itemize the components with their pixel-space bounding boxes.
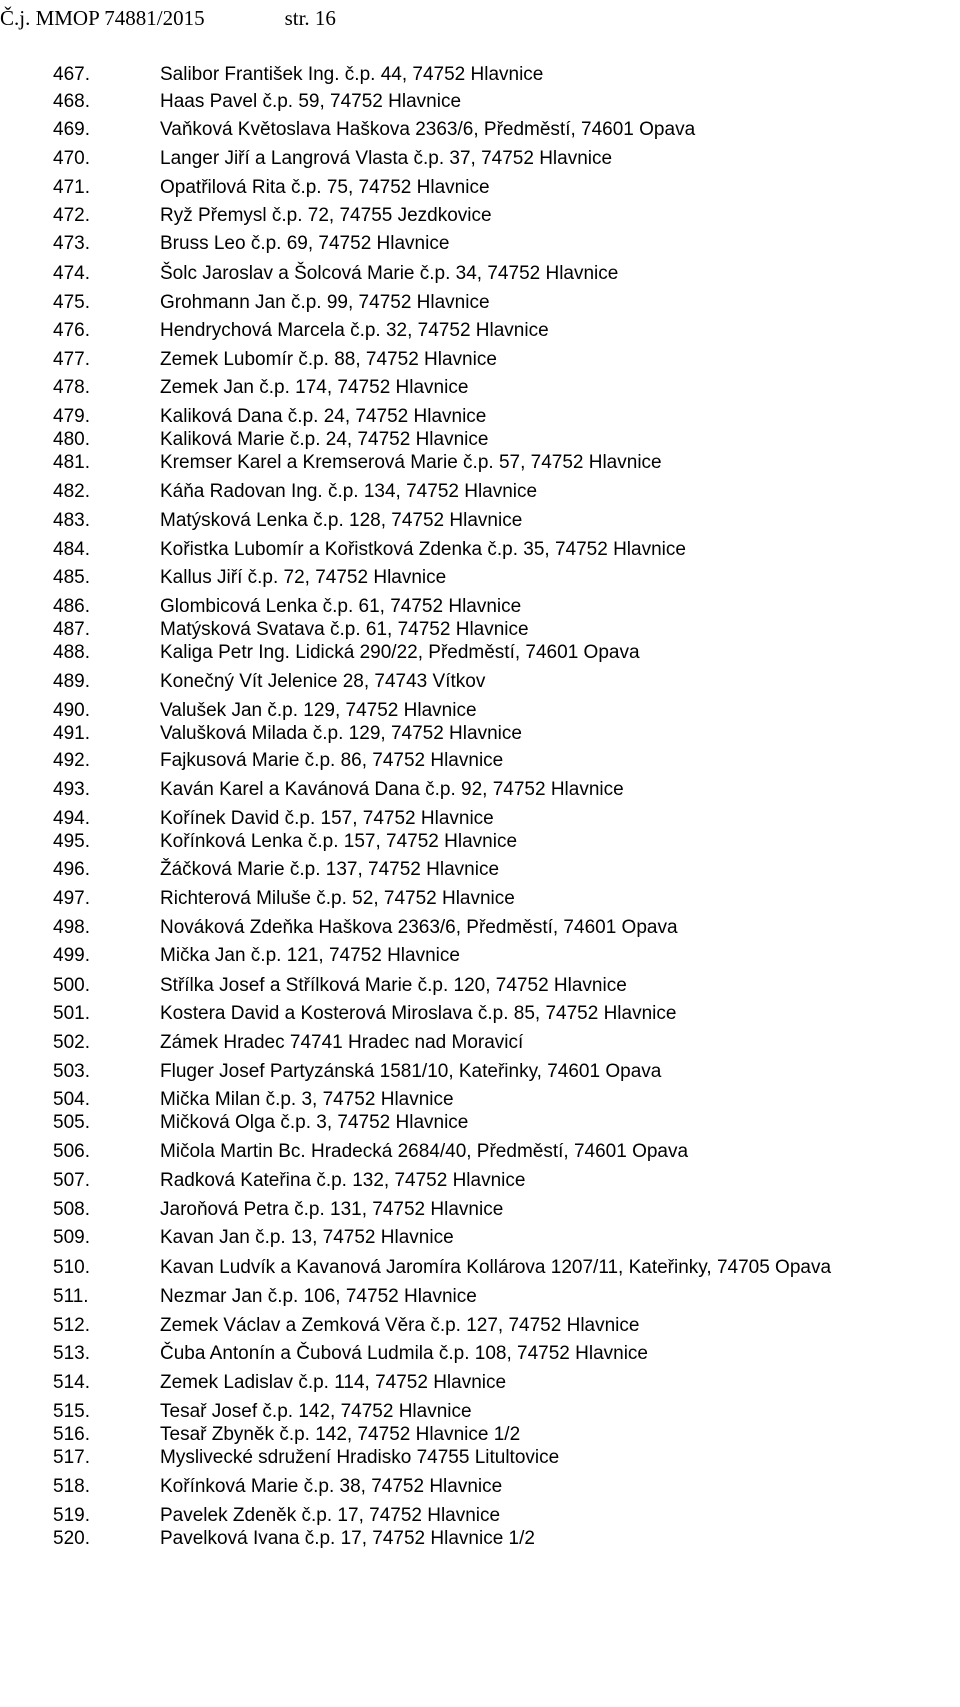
entry-text: Zámek Hradec 74741 Hradec nad Moravicí — [160, 1032, 524, 1053]
entry-number: 514. — [53, 1372, 90, 1393]
entry-text: Šolc Jaroslav a Šolcová Marie č.p. 34, 74752 Hlavnice — [160, 263, 619, 284]
entry-number: 506. — [53, 1141, 90, 1162]
entry-number: 518. — [53, 1476, 90, 1497]
entry-number: 502. — [53, 1032, 90, 1053]
entry-number: 516. — [53, 1424, 90, 1445]
entry-text: Kaliková Dana č.p. 24, 74752 Hlavnice — [160, 406, 487, 427]
entry-number: 469. — [53, 119, 90, 140]
entry-text: Čuba Antonín a Čubová Ludmila č.p. 108, 74752 Hlavnice — [160, 1343, 648, 1364]
entry-number: 482. — [53, 481, 90, 502]
entry-number: 519. — [53, 1505, 90, 1526]
entry-text: Matýsková Svatava č.p. 61, 74752 Hlavnice — [160, 619, 529, 640]
entry-text: Nováková Zdeňka Haškova 2363/6, Předměstí, 74601 Opava — [160, 917, 678, 938]
entry-number: 511. — [53, 1286, 89, 1307]
entry-text: Kavan Jan č.p. 13, 74752 Hlavnice — [160, 1227, 454, 1248]
entry-text: Langer Jiří a Langrová Vlasta č.p. 37, 74752 Hlavnice — [160, 148, 613, 169]
entry-text: Pavelková Ivana č.p. 17, 74752 Hlavnice 1/2 — [160, 1528, 535, 1549]
entry-text: Zemek Ladislav č.p. 114, 74752 Hlavnice — [160, 1372, 507, 1393]
entry-number: 497. — [53, 888, 90, 909]
entry-number: 470. — [53, 148, 90, 169]
entry-number: 478. — [53, 377, 90, 398]
entry-number: 494. — [53, 808, 90, 829]
entry-number: 512. — [53, 1315, 90, 1336]
entry-text: Kaván Karel a Kavánová Dana č.p. 92, 74752 Hlavnice — [160, 779, 624, 800]
entry-number: 468. — [53, 91, 90, 112]
entry-number: 467. — [53, 64, 90, 85]
entry-number: 498. — [53, 917, 90, 938]
entry-text: Kořínková Marie č.p. 38, 74752 Hlavnice — [160, 1476, 503, 1497]
entry-text: Salibor František Ing. č.p. 44, 74752 Hlavnice — [160, 64, 544, 85]
entry-text: Kořínková Lenka č.p. 157, 74752 Hlavnice — [160, 831, 518, 852]
entry-number: 513. — [53, 1343, 90, 1364]
entry-number: 485. — [53, 567, 90, 588]
entry-number: 509. — [53, 1227, 90, 1248]
entry-number: 508. — [53, 1199, 90, 1220]
entry-number: 501. — [53, 1003, 90, 1024]
entry-number: 496. — [53, 859, 90, 880]
entry-text: Myslivecké sdružení Hradisko 74755 Litultovice — [160, 1447, 560, 1468]
entry-text: Valušková Milada č.p. 129, 74752 Hlavnice — [160, 723, 522, 744]
entry-number: 510. — [53, 1257, 90, 1278]
entry-text: Vaňková Květoslava Haškova 2363/6, Předměstí, 74601 Opava — [160, 119, 696, 140]
document-reference: Č.j. MMOP 74881/2015 — [0, 6, 205, 30]
entry-number: 471. — [53, 177, 90, 198]
entry-number: 492. — [53, 750, 90, 771]
entry-text: Kořínek David č.p. 157, 74752 Hlavnice — [160, 808, 494, 829]
entry-text: Radková Kateřina č.p. 132, 74752 Hlavnice — [160, 1170, 526, 1191]
entry-text: Mička Jan č.p. 121, 74752 Hlavnice — [160, 945, 460, 966]
entry-text: Mička Milan č.p. 3, 74752 Hlavnice — [160, 1089, 454, 1110]
entry-text: Valušek Jan č.p. 129, 74752 Hlavnice — [160, 700, 477, 721]
entry-number: 504. — [53, 1089, 90, 1110]
entry-text: Kaliga Petr Ing. Lidická 290/22, Předměstí, 74601 Opava — [160, 642, 640, 663]
entry-number: 503. — [53, 1061, 90, 1082]
entry-number: 507. — [53, 1170, 90, 1191]
entry-number: 515. — [53, 1401, 90, 1422]
entry-number: 480. — [53, 429, 90, 450]
entry-text: Matýsková Lenka č.p. 128, 74752 Hlavnice — [160, 510, 523, 531]
entry-text: Fluger Josef Partyzánská 1581/10, Kateřinky, 74601 Opava — [160, 1061, 662, 1082]
entry-number: 491. — [53, 723, 90, 744]
entry-text: Kavan Ludvík a Kavanová Jaromíra Kollárova 1207/11, Kateřinky, 74705 Opava — [160, 1257, 832, 1278]
entry-text: Kallus Jiří č.p. 72, 74752 Hlavnice — [160, 567, 447, 588]
entry-number: 484. — [53, 539, 90, 560]
entry-number: 473. — [53, 233, 90, 254]
entry-text: Kremser Karel a Kremserová Marie č.p. 57, 74752 Hlavnice — [160, 452, 662, 473]
entry-number: 472. — [53, 205, 90, 226]
entry-number: 488. — [53, 642, 90, 663]
entry-text: Mičola Martin Bc. Hradecká 2684/40, Předměstí, 74601 Opava — [160, 1141, 689, 1162]
entry-text: Glombicová Lenka č.p. 61, 74752 Hlavnice — [160, 596, 522, 617]
entry-text: Kořistka Lubomír a Kořistková Zdenka č.p. 35, 74752 Hlavnice — [160, 539, 686, 560]
entry-number: 495. — [53, 831, 90, 852]
entry-text: Ryž Přemysl č.p. 72, 74755 Jezdkovice — [160, 205, 492, 226]
entry-text: Bruss Leo č.p. 69, 74752 Hlavnice — [160, 233, 450, 254]
entry-number: 517. — [53, 1447, 90, 1468]
entry-text: Fajkusová Marie č.p. 86, 74752 Hlavnice — [160, 750, 504, 771]
entry-text: Pavelek Zdeněk č.p. 17, 74752 Hlavnice — [160, 1505, 501, 1526]
entry-number: 487. — [53, 619, 90, 640]
entry-text: Haas Pavel č.p. 59, 74752 Hlavnice — [160, 91, 462, 112]
entry-text: Mičková Olga č.p. 3, 74752 Hlavnice — [160, 1112, 469, 1133]
entry-number: 499. — [53, 945, 90, 966]
entry-number: 483. — [53, 510, 90, 531]
entry-number: 520. — [53, 1528, 90, 1549]
entry-text: Tesař Josef č.p. 142, 74752 Hlavnice — [160, 1401, 472, 1422]
entry-number: 493. — [53, 779, 90, 800]
entry-text: Nezmar Jan č.p. 106, 74752 Hlavnice — [160, 1286, 477, 1307]
entry-number: 505. — [53, 1112, 90, 1133]
entry-number: 476. — [53, 320, 90, 341]
entry-text: Zemek Václav a Zemková Věra č.p. 127, 74752 Hlavnice — [160, 1315, 640, 1336]
entry-text: Konečný Vít Jelenice 28, 74743 Vítkov — [160, 671, 486, 692]
page-header — [0, 0, 336, 36]
entry-text: Richterová Miluše č.p. 52, 74752 Hlavnice — [160, 888, 515, 909]
entry-text: Střílka Josef a Střílková Marie č.p. 120, 74752 Hlavnice — [160, 975, 627, 996]
entry-text: Tesař Zbyněk č.p. 142, 74752 Hlavnice 1/2 — [160, 1424, 521, 1445]
entry-number: 481. — [53, 452, 90, 473]
entry-number: 477. — [53, 349, 90, 370]
entry-text: Opatřilová Rita č.p. 75, 74752 Hlavnice — [160, 177, 490, 198]
entry-text: Káňa Radovan Ing. č.p. 134, 74752 Hlavnice — [160, 481, 538, 502]
entry-text: Hendrychová Marcela č.p. 32, 74752 Hlavnice — [160, 320, 549, 341]
entry-number: 479. — [53, 406, 90, 427]
entry-text: Kaliková Marie č.p. 24, 74752 Hlavnice — [160, 429, 489, 450]
page-number: str. 16 — [284, 6, 336, 30]
entry-text: Zemek Jan č.p. 174, 74752 Hlavnice — [160, 377, 469, 398]
entry-text: Jaroňová Petra č.p. 131, 74752 Hlavnice — [160, 1199, 504, 1220]
entry-number: 500. — [53, 975, 90, 996]
entry-number: 486. — [53, 596, 90, 617]
entry-text: Grohmann Jan č.p. 99, 74752 Hlavnice — [160, 292, 490, 313]
entry-text: Kostera David a Kosterová Miroslava č.p. 85, 74752 Hlavnice — [160, 1003, 677, 1024]
entry-number: 474. — [53, 263, 90, 284]
entry-text: Zemek Lubomír č.p. 88, 74752 Hlavnice — [160, 349, 497, 370]
entry-text: Žáčková Marie č.p. 137, 74752 Hlavnice — [160, 859, 500, 880]
entry-number: 475. — [53, 292, 90, 313]
entry-number: 489. — [53, 671, 90, 692]
entry-number: 490. — [53, 700, 90, 721]
